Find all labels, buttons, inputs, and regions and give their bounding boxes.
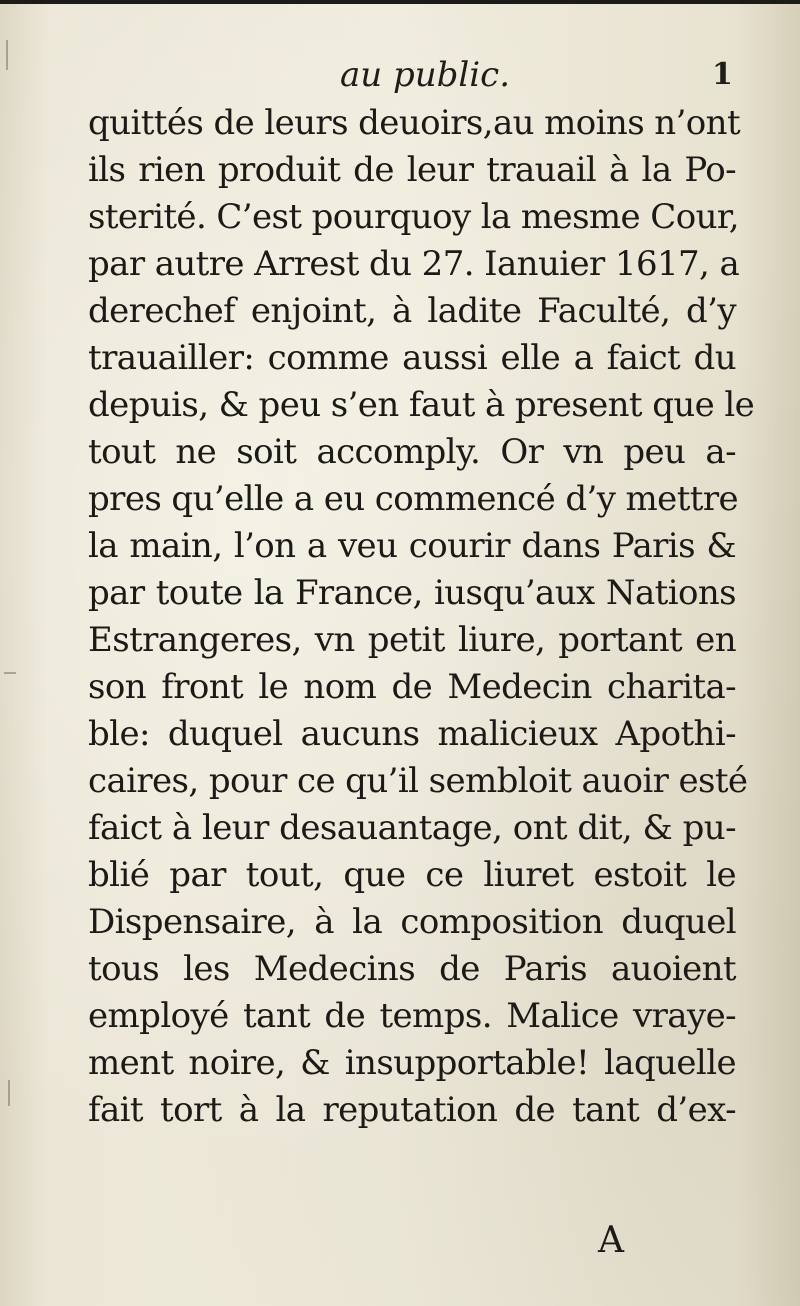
- text-line: sterité. C’est pourquoy la mesme Cour,: [88, 197, 739, 237]
- text-line: Dispensaire, à la composition duquel: [88, 902, 736, 942]
- text-line: faict à leur desauantage, ont dit, & pu-: [88, 808, 736, 848]
- text-line: pres qu’elle a eu commencé d’y mettre: [88, 479, 738, 519]
- text-line: ils rien produit de leur trauail à la Po-: [88, 150, 736, 190]
- text-line: blié par tout, que ce liuret estoit le: [88, 855, 736, 895]
- text-line: employé tant de temps. Malice vraye-: [88, 996, 736, 1036]
- text-line: trauailler: comme aussi elle a faict du: [88, 338, 736, 378]
- margin-stain: [4, 672, 16, 674]
- text-line: fait tort à la reputation de tant d’ex-: [88, 1090, 736, 1130]
- text-line: par autre Arrest du 27. Ianuier 1617, a: [88, 244, 740, 284]
- running-head: [0, 50, 800, 100]
- text-line: quittés de leurs deuoirs,au moins n’ont: [88, 103, 741, 143]
- text-line: par toute la France, iusqu’aux Nations: [88, 573, 736, 613]
- margin-stain: [8, 1080, 10, 1106]
- margin-stain: [6, 40, 8, 70]
- text-line: derechef enjoint, à ladite Faculté, d’y: [88, 291, 736, 331]
- body-text: [88, 100, 755, 1134]
- text-line: son front le nom de Medecin charita-: [88, 667, 736, 707]
- running-head-title: au public.: [340, 55, 510, 95]
- signature-mark: A: [598, 1220, 624, 1261]
- text-line: tous les Medecins de Paris auoient: [88, 949, 736, 989]
- text-line: ble: duquel aucuns malicieux Apothi-: [88, 714, 736, 754]
- text-line: Estrangeres, vn petit liure, portant en: [88, 620, 736, 660]
- text-line: depuis, & peu s’en faut à present que le: [88, 385, 755, 425]
- text-line: ment noire, & insupportable! laquelle: [88, 1043, 736, 1083]
- text-line: la main, l’on a veu courir dans Paris &: [88, 526, 736, 566]
- text-line: caires, pour ce qu’il sembloit auoir esté: [88, 761, 748, 801]
- text-line: tout ne soit accomply. Or vn peu a-: [88, 432, 736, 472]
- page-number: 1: [712, 57, 733, 92]
- top-edge-rule: [0, 0, 800, 4]
